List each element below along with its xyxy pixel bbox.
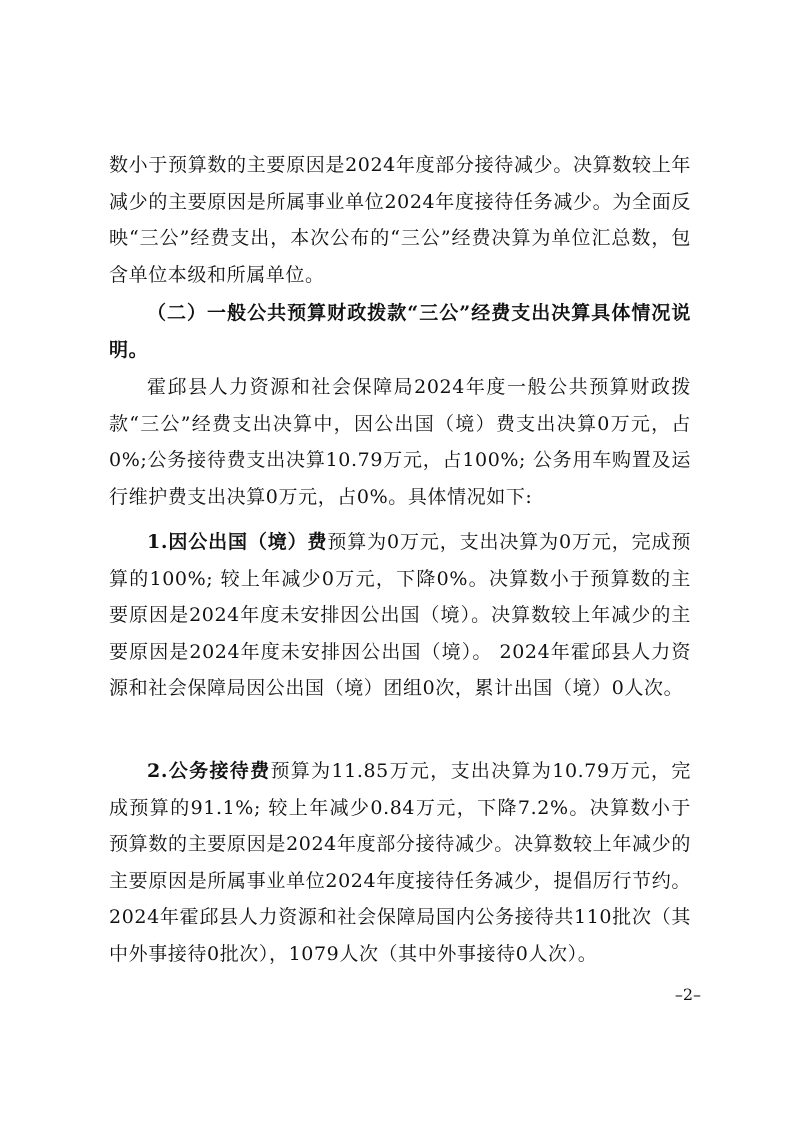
continuation-paragraph-block xyxy=(109,147,691,293)
summary-paragraph-block xyxy=(109,369,691,515)
item-1-label: 1.因公出国（境）费 xyxy=(147,531,328,553)
item-2-label: 2.公务接待费 xyxy=(147,760,271,782)
item-1-block xyxy=(109,524,691,707)
page-number: –2– xyxy=(674,985,701,1004)
item-1-paragraph xyxy=(109,524,691,707)
item-2-paragraph xyxy=(109,753,691,972)
continuation-paragraph: 数小于预算数的主要原因是2024年度部分接待减少。决算数较上年减少的主要原因是所属事业单位2024年度接待任务减少。为全面反映“三公”经费支出，本次公布的“三公”经费决算为单位汇总数，包含单位本级和所属单位。 xyxy=(109,154,691,286)
item-1-body: 预算为0万元，支出决算为0万元，完成预算的100%; 较上年减少0万元，下降0%。决算数小于预算数的主要原因是2024年度未安排因公出国（境）。决算数较上年减少的主要原因是2024年度未安排因公出国（境）。 2024年霍邱县人力资源和社会保障局因公出国（境）团组0次，累计出国（境）0人次。 xyxy=(109,531,692,699)
summary-paragraph: 霍邱县人力资源和社会保障局2024年度一般公共预算财政拨款“三公”经费支出决算中，因公出国（境）费支出决算0万元，占0%;公务接待费支出决算10.79万元，占100%; 公务用车购置及运行维护费支出决算0万元，占0%。具体情况如下: xyxy=(109,376,691,508)
item-2-block xyxy=(109,753,691,972)
item-2-body: 预算为11.85万元，支出决算为10.79万元，完成预算的91.1%; 较上年减少0.84万元，下降7.2%。决算数小于预算数的主要原因是2024年度部分接待减少。决算数较上年减少的主要原因是所属事业单位2024年度接待任务减少，提倡厉行节约。2024年霍邱县人力资源和社会保障局国内公务接待共110批次（其中外事接待0批次），1079人次（其中外事接待0人次）。 xyxy=(109,760,691,965)
section-heading-block xyxy=(109,295,691,368)
section-heading: （二）一般公共预算财政拨款“三公”经费支出决算具体情况说明。 xyxy=(109,302,691,361)
